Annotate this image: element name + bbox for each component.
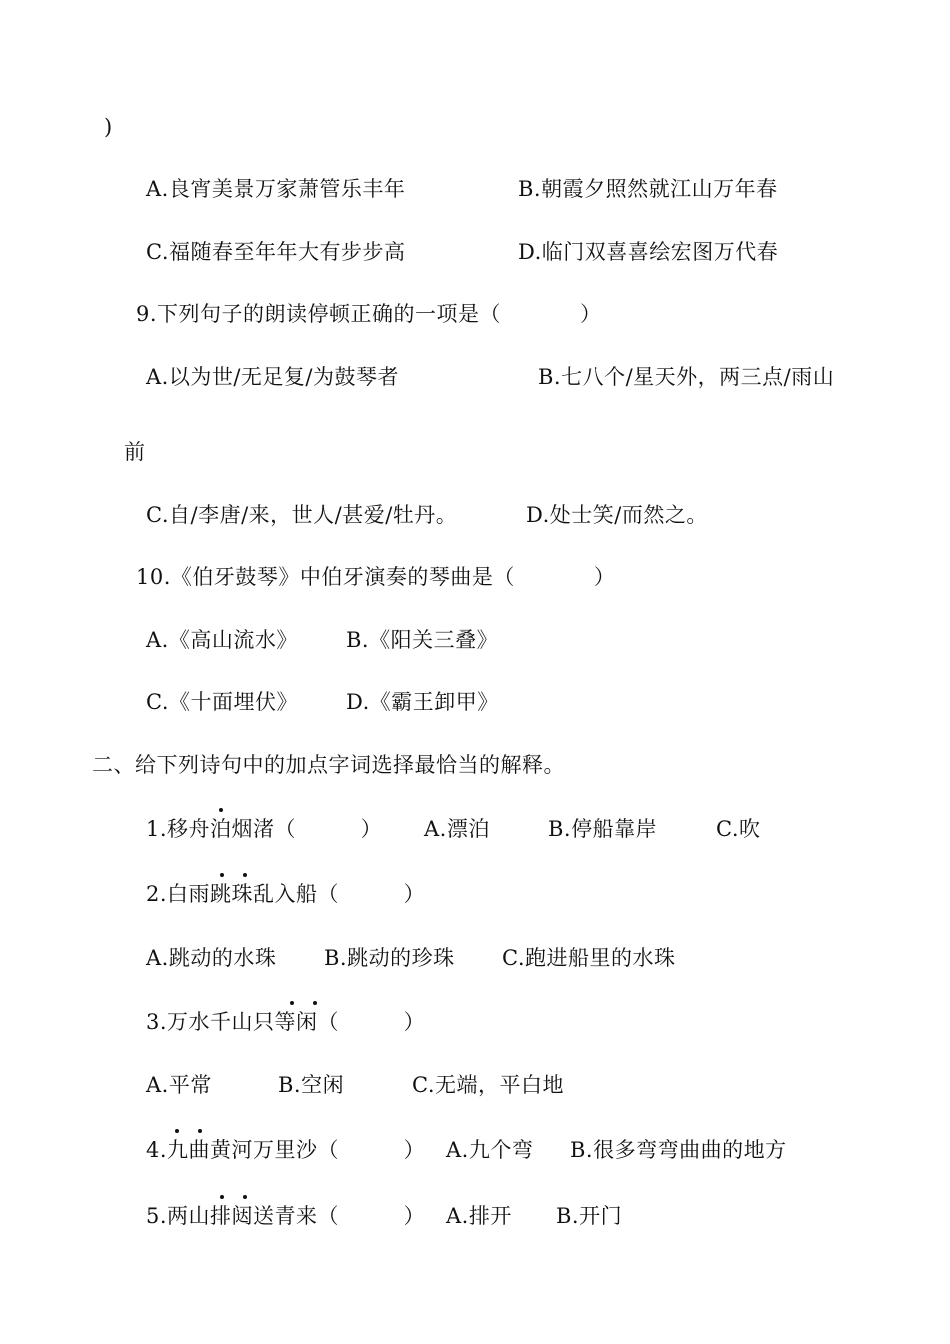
poem-item-1-option-b: B.停船靠岸	[548, 817, 658, 841]
poem-item-3-option-c: C.无端，平白地	[412, 1073, 564, 1097]
emphasis-dot	[220, 1195, 224, 1199]
emphasis-dot	[243, 1195, 247, 1199]
q9-option-b-wrap: 前	[124, 440, 146, 464]
poem-item-2-option-b: B.跳动的珍珠	[324, 946, 455, 970]
poem-item-4-text: 4.九曲黄河万里沙（ ）	[146, 1138, 426, 1162]
emphasis-dot	[219, 808, 223, 812]
q8-option-d: D.临门双喜喜绘宏图万代春	[518, 240, 779, 264]
q8-option-b: B.朝霞夕照然就江山万年春	[518, 177, 778, 201]
poem-item-2-option-a: A.跳动的水珠	[146, 946, 277, 970]
poem-item-4-option-b: B.很多弯弯曲曲的地方	[570, 1138, 787, 1162]
q8-option-c: C.福随春至年年大有步步高	[146, 240, 406, 264]
poem-item-5-option-a: A.排开	[446, 1204, 512, 1228]
q10-option-a: A.《高山流水》	[146, 628, 298, 652]
poem-item-2-text: 2.白雨跳珠乱入船（ ）	[146, 882, 426, 906]
q8-option-a: A.良宵美景万家萧管乐丰年	[146, 177, 406, 201]
poem-item-1-option-a: A.漂泊	[424, 817, 490, 841]
question-10-text: 10.《伯牙鼓琴》中伯牙演奏的琴曲是（ ）	[136, 565, 616, 589]
emphasis-dot	[175, 1129, 179, 1133]
poem-item-3-option-a: A.平常	[146, 1073, 212, 1097]
emphasis-dot	[290, 1001, 294, 1005]
poem-item-4-option-a: A.九个弯	[446, 1138, 534, 1162]
q9-option-a: A.以为世/无足复/为鼓琴者	[146, 365, 399, 389]
poem-item-1-option-c: C.吹	[716, 817, 761, 841]
closing-paren	[104, 113, 133, 197]
q9-option-d: D.处士笑/而然之。	[526, 503, 708, 527]
poem-item-3-option-b: B.空闲	[278, 1073, 345, 1097]
section-2-title: 二、给下列诗句中的加点字词选择最恰当的解释。	[92, 753, 565, 777]
poem-item-1-text: 1.移舟泊烟渚（ ）	[146, 817, 383, 841]
q10-option-b: B.《阳关三叠》	[346, 628, 499, 652]
poem-item-5-text: 5.两山排闼送青来（ ）	[146, 1204, 426, 1228]
text-fragment: )	[104, 115, 113, 139]
q10-option-d: D.《霸王卸甲》	[346, 690, 499, 714]
q9-option-c: C.自/李唐/来，世人/甚爱/牡丹。	[146, 503, 458, 527]
emphasis-dot	[198, 1129, 202, 1133]
q10-option-c: C.《十面埋伏》	[146, 690, 298, 714]
emphasis-dot	[243, 873, 247, 877]
question-9-text: 9.下列句子的朗读停顿正确的一项是（ ）	[136, 302, 602, 326]
poem-item-5	[146, 1202, 623, 1342]
emphasis-dot	[220, 873, 224, 877]
poem-item-3-text: 3.万水千山只等闲（ ）	[146, 1010, 426, 1034]
poem-item-2-option-c: C.跑进船里的水珠	[502, 946, 676, 970]
q9-option-b: B.七八个/星天外，两三点/雨山	[538, 365, 835, 389]
poem-item-5-option-b: B.开门	[556, 1204, 623, 1228]
emphasis-dot	[313, 1001, 317, 1005]
